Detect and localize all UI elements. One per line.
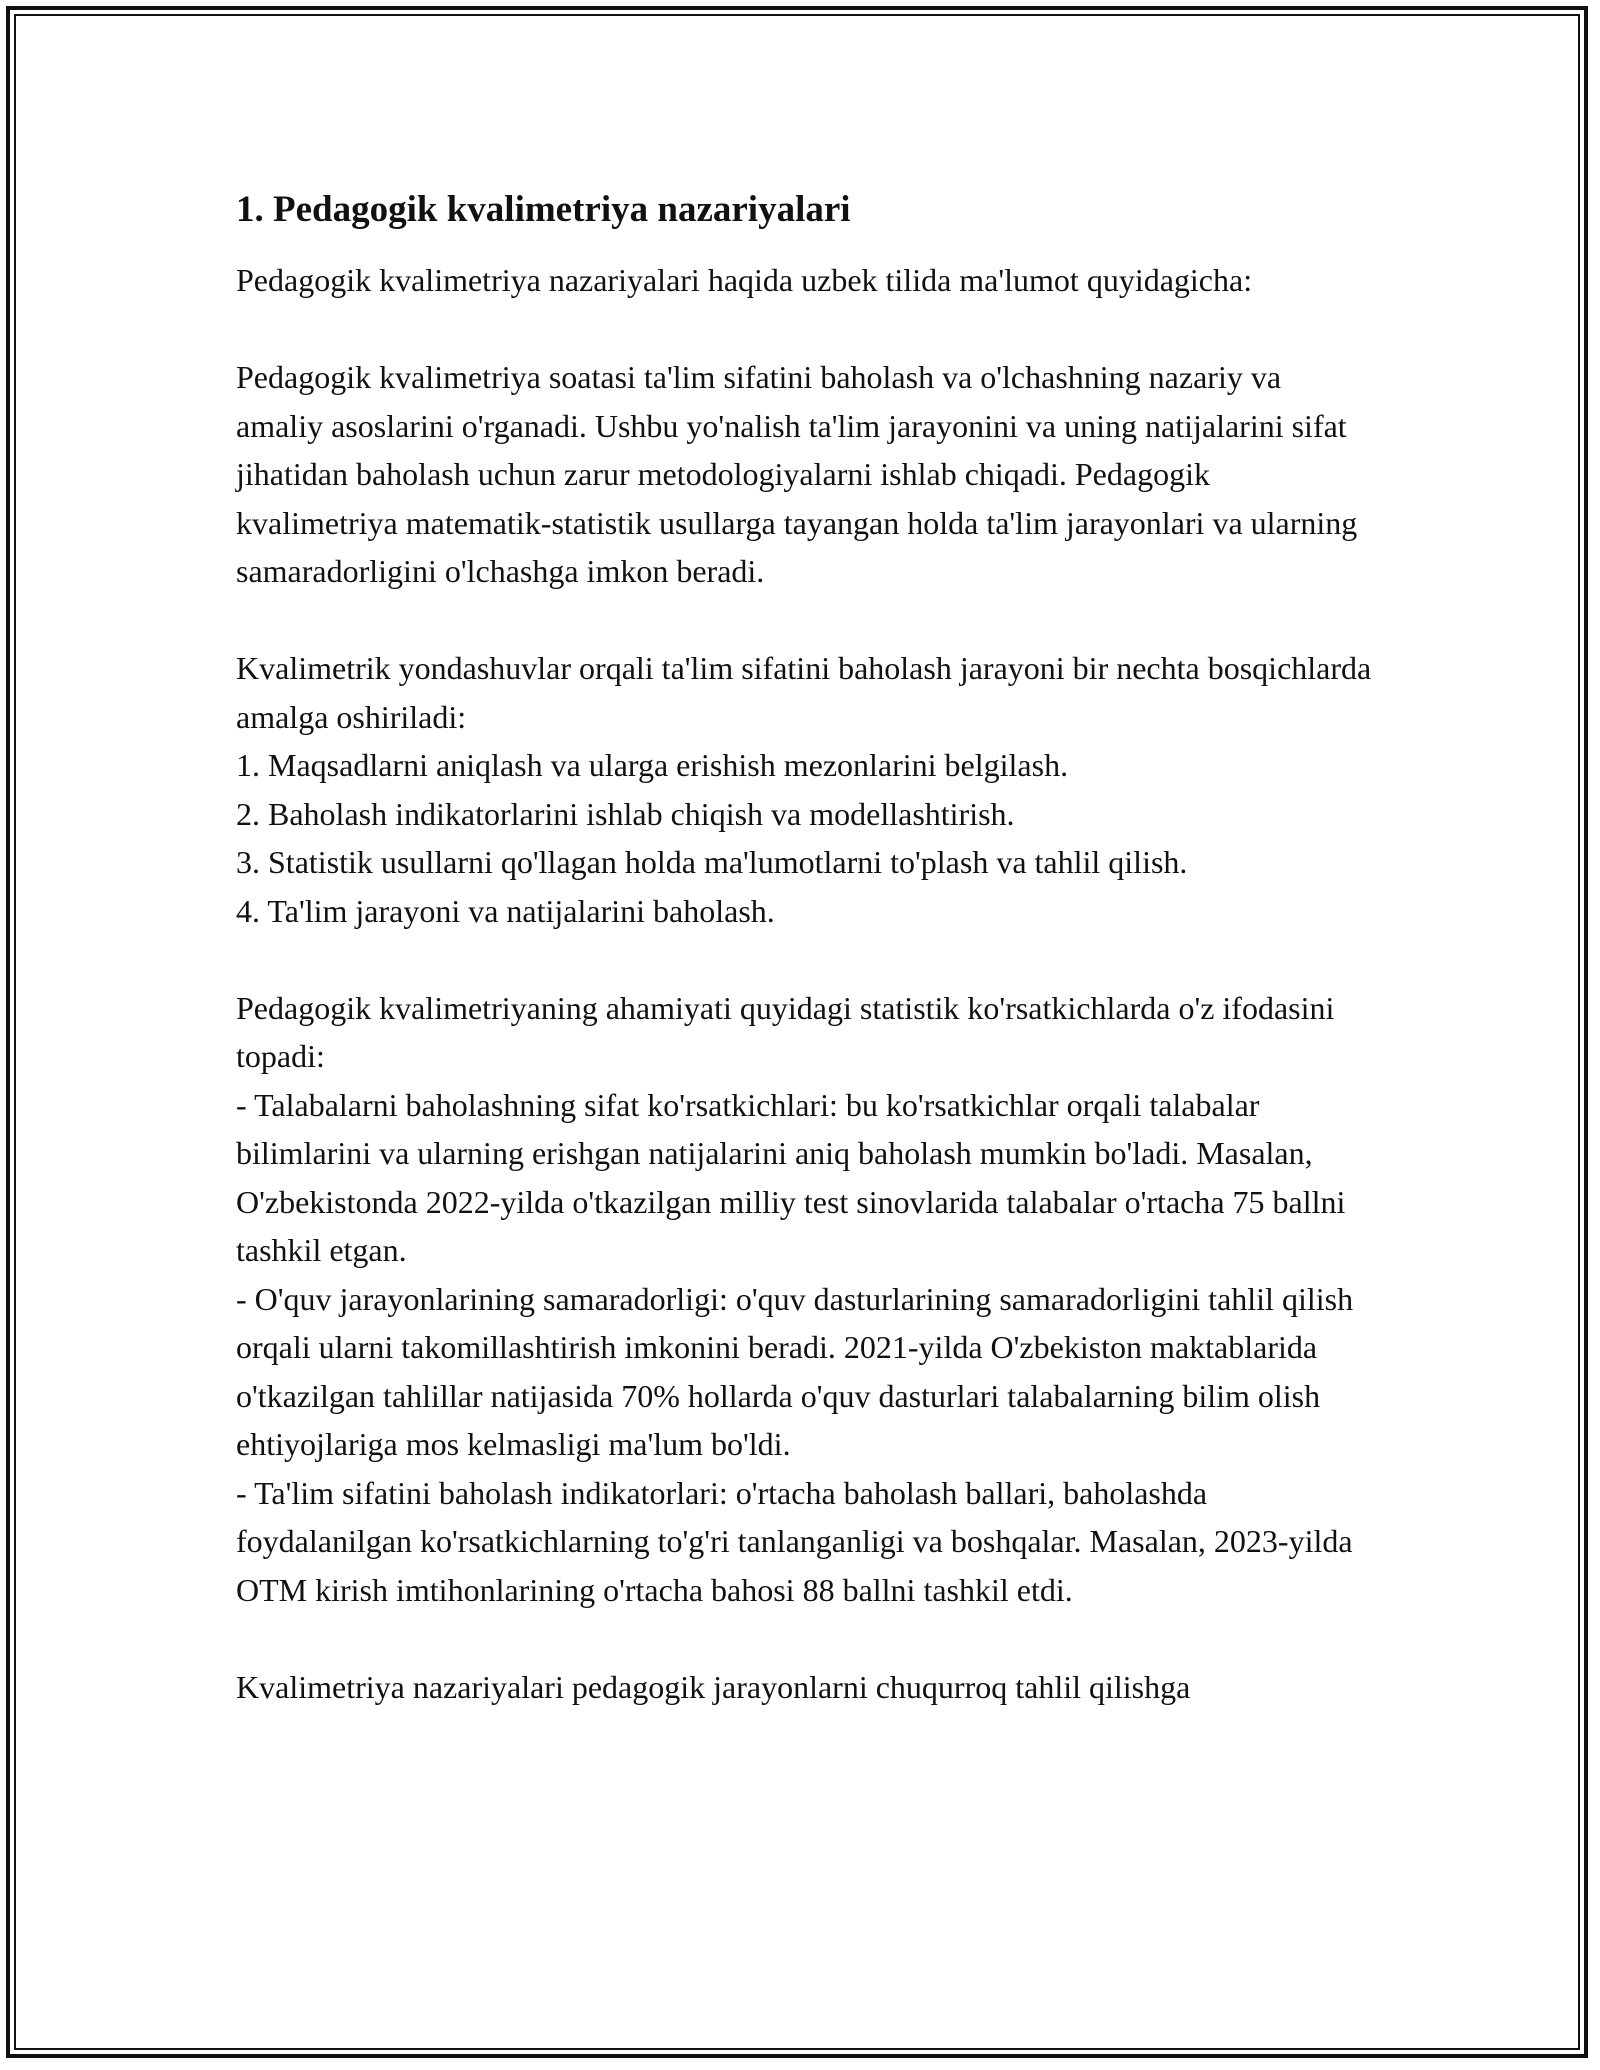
importance-block xyxy=(236,984,1376,1615)
closing-paragraph: Kvalimetriya nazariyalari pedagogik jarayonlarni chuqurroq tahlil qilishga xyxy=(236,1668,1191,1705)
intro-paragraph: Pedagogik kvalimetriya nazariyalari haqida uzbek tilida ma'lumot quyidagicha: xyxy=(236,262,1253,298)
section-heading: 1. Pedagogik kvalimetriya nazariyalari xyxy=(236,189,851,230)
step-item: 3. Statistik usullarni qo'llagan holda ma'lumotlarni to'plash va tahlil qilish. xyxy=(236,844,1188,880)
importance-item: - O'quv jarayonlarining samaradorligi: o'quv dasturlarining samaradorligini tahlil qilish orqali ularni takomillashtirish imkonini beradi. 2021-yilda O'zbekiston maktablarida o'tkazilgan tahlillar natijasida 70% hollarda o'quv dasturlari talabalarning bilim olish ehtiyojlariga mos kelmasligi ma'lum bo'ldi. xyxy=(236,1280,1354,1462)
definition-paragraph: Pedagogik kvalimetriya soatasi ta'lim sifatini baholash va o'lchashning nazariy va amaliy asoslarini o'rganadi. Ushbu yo'nalish ta'lim jarayonini va uning natijalarini sifat jihatidan baholash uchun zarur metodologiyalarni ishlab chiqadi. Pedagogik kvalimetriya matematik-statistik usullarga tayangan holda ta'lim jarayonlari va ularning samaradorligini o'lchashga imkon beradi. xyxy=(236,359,1358,589)
step-item: 2. Baholash indikatorlarini ishlab chiqish va modellashtirish. xyxy=(236,795,1015,832)
importance-item: - Talabalarni baholashning sifat ko'rsatkichlari: bu ko'rsatkichlar orqali talabalar bilimlarini va ularning erishgan natijalarini aniq baholash mumkin bo'ladi. Masalan, O'zbekistonda 2022-yilda o'tkazilgan milliy test sinovlarida talabalar o'rtacha 75 ballni tashkil etgan. xyxy=(236,1086,1346,1268)
importance-item: - Ta'lim sifatini baholash indikatorlari: o'rtacha baholash ballari, baholashda foydalanilgan ko'rsatkichlarning to'g'ri tanlanganligi va boshqalar. Masalan, 2023-yilda OTM kirish imtihonlarining o'rtacha bahosi 88 ballni tashkil etdi. xyxy=(236,1474,1353,1608)
step-item: 1. Maqsadlarni aniqlash va ularga erishish mezonlarini belgilash. xyxy=(236,747,1069,783)
steps-block xyxy=(236,644,1376,935)
document-body xyxy=(236,186,1376,1760)
steps-intro: Kvalimetrik yondashuvlar orqali ta'lim sifatini baholash jarayoni bir nechta bosqichlarda amalga oshiriladi: xyxy=(236,650,1372,735)
importance-intro: Pedagogik kvalimetriyaning ahamiyati quyidagi statistik ko'rsatkichlarda o'z ifodasini topadi: xyxy=(236,989,1335,1074)
step-item: 4. Ta'lim jarayoni va natijalarini baholash. xyxy=(236,892,775,929)
